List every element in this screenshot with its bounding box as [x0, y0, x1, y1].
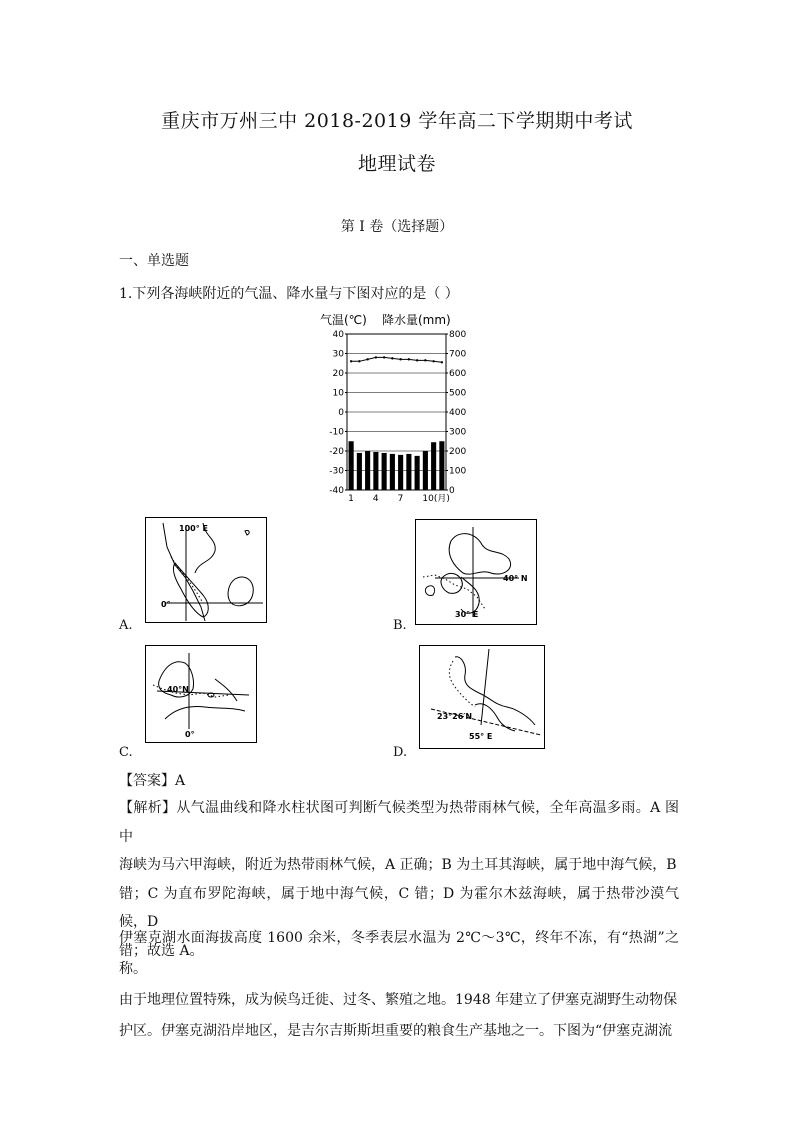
y-left-ticks: [329, 330, 347, 496]
analysis-line: 错；故选 A。: [119, 942, 204, 959]
precip-bar: [398, 455, 403, 490]
part-heading: 一、单选题: [119, 253, 189, 269]
map-b-frame: [416, 520, 537, 625]
precip-bar: [423, 451, 428, 490]
map-a-lon-label: 100° E: [179, 524, 208, 533]
temperature-line: [351, 357, 442, 362]
map-a-lat-label: 0°: [161, 600, 171, 609]
temperature-point: [432, 360, 434, 362]
passage-line: 伊塞克湖水面海拔高度 1600 余米，冬季表层水温为 2℃～3℃，终年不冻，有“热湖”之称。: [119, 930, 679, 977]
precip-bars: [349, 441, 445, 490]
passage-line: 护区。伊塞克湖沿岸地区，是吉尔吉斯斯坦重要的粮食生产基地之一。下图为“伊塞克湖流: [119, 1023, 673, 1039]
x-ticks: [348, 493, 450, 504]
map-c: [145, 645, 257, 743]
y-left-tick-label: 0: [338, 408, 344, 418]
section-heading: 第 I 卷（选择题）: [340, 219, 454, 235]
map-b-lon-label: 30° E: [455, 610, 479, 619]
precip-bar: [357, 453, 362, 490]
question-1-stem: 1.下列各海峡附近的气温、降水量与下图对应的是（ ）: [119, 286, 459, 302]
y-right-tick-label: 200: [449, 447, 467, 457]
precip-bar: [439, 441, 444, 490]
y-left-tick-label: -40: [329, 486, 344, 496]
map-c-frame: [146, 646, 257, 743]
y-left-tick-label: -20: [329, 447, 344, 457]
map-b: [415, 519, 537, 625]
y-left-tick-label: -10: [329, 427, 344, 438]
y-left-tick-label: 20: [332, 369, 344, 379]
temperature-point: [416, 359, 418, 361]
map-c-lon-label: 0°: [185, 730, 195, 739]
analysis-line: 海峡为马六甲海峡，附近为热带雨林气候，A 正确；B 为土耳其海峡，属于地中海气候，B: [119, 857, 677, 873]
precip-bar: [431, 442, 436, 490]
y-right-tick-label: 0: [449, 486, 455, 496]
y-right-tick-label: 100: [449, 466, 467, 477]
passage-block: [119, 923, 679, 1047]
y-left-tick-label: 10: [332, 388, 344, 399]
y-left-tick-label: -30: [329, 466, 344, 477]
y-left-tick-label: 40: [332, 330, 344, 340]
map-d-lat-label: 23°26′N: [437, 712, 473, 721]
y-right-ticks: [446, 330, 466, 496]
temperature-point: [399, 358, 401, 360]
temperature-point: [408, 358, 410, 360]
map-c-lat-label: 40°N: [167, 685, 189, 694]
y-right-tick-label: 800: [449, 330, 467, 340]
precip-bar: [373, 452, 378, 490]
temperature-point: [383, 356, 385, 358]
y-right-tick-label: 400: [449, 408, 467, 418]
x-tick-label: 4: [372, 494, 379, 504]
map-d-lon-label: 55° E: [469, 732, 493, 741]
map-b-lat-label: 40° N: [503, 574, 528, 583]
precip-bar: [349, 441, 354, 490]
option-d-label: D.: [393, 745, 408, 760]
temperature-point: [350, 360, 352, 362]
y-right-tick-label: 300: [449, 427, 467, 438]
x-tick-label: 7: [397, 494, 404, 504]
document-subtitle: 地理试卷: [357, 153, 436, 175]
map-a: [145, 517, 267, 623]
option-b-label: B.: [393, 618, 407, 633]
y-right-tick-label: 500: [449, 388, 467, 399]
chart-right-title: 降水量(mm): [382, 313, 451, 327]
analysis-line: 【解析】从气温曲线和降水柱状图可判断气候类型为热带雨林气候，全年高温多雨。A 图中: [119, 800, 679, 845]
precip-bar: [382, 453, 387, 490]
answer-line: 【答案】A: [119, 773, 186, 789]
temperature-point: [366, 358, 368, 360]
temperature-point: [391, 357, 393, 359]
temperature-point: [441, 361, 443, 363]
precip-bar: [415, 456, 420, 490]
y-right-tick-label: 600: [449, 369, 467, 379]
precip-bar: [406, 454, 411, 490]
analysis-line: 错；C 为直布罗陀海峡，属于地中海气候，C 错；D 为霍尔木兹海峡，属于热带沙漠气候，D: [119, 885, 679, 930]
precip-bar: [365, 451, 370, 490]
precip-bar: [390, 454, 395, 490]
temperature-point: [358, 360, 360, 362]
x-tick-label: 1: [348, 494, 354, 504]
map-d: [419, 645, 545, 749]
passage-line: 由于地理位置特殊，成为候鸟迁徙、过冬、繁殖之地。1948 年建立了伊塞克湖野生动物保: [119, 992, 678, 1008]
climate-chart: [310, 308, 480, 504]
temperature-point: [375, 356, 377, 358]
temperature-point: [424, 359, 426, 361]
option-a-label: A.: [119, 618, 133, 633]
x-tick-label: 10(月): [422, 494, 450, 504]
option-c-label: C.: [119, 745, 133, 760]
document-title: 重庆市万州三中 2018-2019 学年高二下学期期中考试: [161, 110, 633, 132]
y-left-tick-label: 30: [332, 349, 344, 360]
y-right-tick-label: 700: [449, 349, 467, 360]
chart-left-title: 气温(℃): [320, 313, 367, 327]
